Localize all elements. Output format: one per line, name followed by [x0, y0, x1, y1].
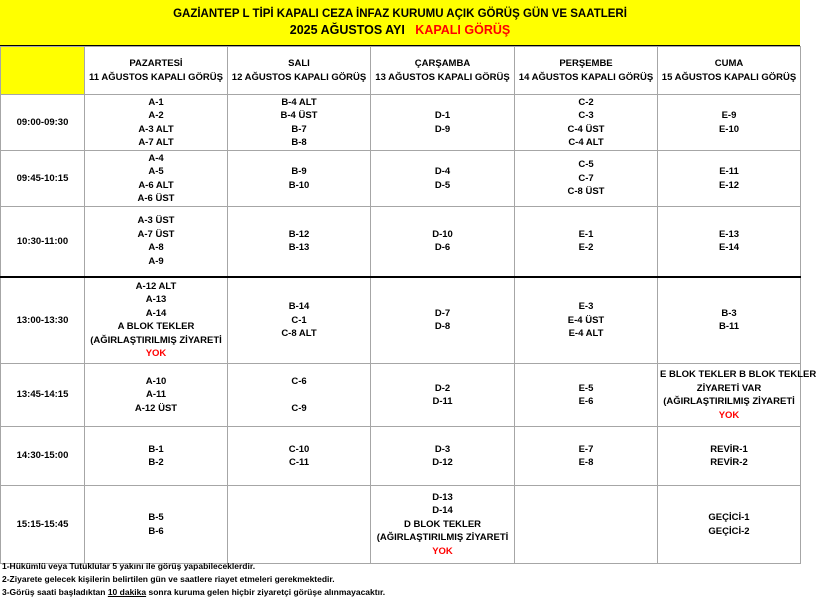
ward-entry: (AĞIRLAŞTIRILMIŞ ZİYARETİ — [376, 532, 509, 544]
schedule-cell-tuesday — [228, 151, 371, 207]
ward-entry: E-4 ÜST — [567, 314, 605, 326]
schedule-cell-tuesday — [228, 95, 371, 151]
ward-entry: C-11 — [288, 457, 310, 468]
ward-entry: E-13 — [718, 228, 740, 240]
no-visit-marker: YOK — [432, 545, 453, 557]
ward-entry: A BLOK TEKLER — [117, 321, 195, 333]
ward-entry: E-9 — [721, 110, 737, 121]
day-header-row — [1, 47, 801, 95]
schedule-cell-friday — [658, 427, 801, 486]
ward-entry: B-5 — [148, 512, 164, 523]
ward-entry: B-2 — [148, 457, 164, 468]
ward-entry — [230, 388, 368, 402]
time-slot-label: 10:30-11:00 — [1, 207, 85, 277]
footnotes — [2, 560, 385, 599]
footnote-2: 2-Ziyarete gelecek kişilerin belirtilen gün ve saatlere riayet etmeleri gerekmektedir. — [2, 574, 335, 584]
time-slot-row — [1, 95, 801, 151]
time-slot-label: 09:00-09:30 — [1, 95, 85, 151]
ward-entry: D BLOK TEKLER — [403, 518, 482, 530]
ward-entry: C-3 — [578, 110, 594, 121]
ward-entry: A-12 ALT — [135, 280, 177, 292]
ward-entry: B-11 — [718, 321, 740, 333]
ward-entry: E-5 — [578, 382, 594, 394]
ward-entry: C-5 — [578, 159, 594, 171]
schedule-cell-tuesday — [228, 207, 371, 277]
ward-entry: A-6 ÜST — [137, 193, 175, 204]
ward-entry: B-3 — [721, 307, 737, 319]
ward-entry: E-12 — [718, 179, 740, 191]
ward-entry: A-11 — [145, 389, 167, 401]
ward-entry: B-10 — [288, 179, 310, 191]
ward-entry: E-3 — [578, 301, 594, 312]
ward-entry: E-8 — [578, 457, 594, 468]
ward-entry: (AĞIRLAŞTIRILMIŞ ZİYARETİ — [663, 396, 795, 407]
ward-entry: B-14 — [288, 301, 310, 312]
ward-entry: B-12 — [288, 228, 310, 240]
ward-entry: A-2 — [148, 110, 164, 121]
ward-entry: B-4 ÜST — [280, 110, 318, 121]
footnote-3: 3-Görüş saati başladıktan 10 dakika sonra kuruma gelen hiçbir ziyaretçi görüşe alınmayacaktır. — [2, 587, 386, 597]
ward-entry: C-2 — [578, 96, 594, 108]
schedule-cell-thursday — [515, 95, 658, 151]
schedule-cell-wednesday — [371, 151, 515, 207]
schedule-cell-friday — [658, 277, 801, 364]
ward-entry: A-3 ÜST — [137, 215, 175, 227]
title-banner — [0, 0, 800, 46]
ward-entry: GEÇİCİ-1 — [708, 512, 750, 523]
ward-entry: D-6 — [434, 242, 451, 254]
ward-entry: D-13 — [432, 491, 453, 503]
ward-entry: C-1 — [291, 314, 307, 326]
ward-entry: A-3 ALT — [138, 123, 174, 135]
ward-entry: E-11 — [719, 166, 739, 177]
schedule-cell-thursday — [515, 151, 658, 207]
ward-entry: C-4 ALT — [568, 137, 604, 148]
ward-entry: D-2 — [434, 382, 451, 394]
ward-entry: A-4 — [148, 152, 164, 164]
time-slot-row — [1, 486, 801, 564]
ward-entry: C-4 ÜST — [567, 123, 605, 135]
schedule-cell-tuesday — [228, 277, 371, 364]
ward-entry: C-9 — [291, 402, 307, 414]
ward-entry: E-1 — [578, 228, 594, 240]
ward-entry: C-10 — [288, 443, 310, 455]
schedule-cell-wednesday — [371, 427, 515, 486]
ward-entry: E-7 — [578, 443, 594, 455]
ward-entry: ZİYARETİ VAR — [696, 382, 762, 394]
ward-entry: A-1 — [148, 96, 164, 108]
ward-entry: E-14 — [718, 242, 740, 254]
time-slot-row — [1, 427, 801, 486]
schedule-cell-wednesday — [371, 207, 515, 277]
schedule-cell-friday — [658, 207, 801, 277]
ward-entry: A-14 — [145, 307, 167, 319]
ward-entry: E-10 — [718, 123, 740, 135]
schedule-cell-friday — [658, 486, 801, 564]
ward-entry: B-1 — [148, 443, 164, 455]
schedule-cell-monday — [85, 364, 228, 427]
time-slot-label: 14:30-15:00 — [1, 427, 85, 486]
schedule-cell-tuesday — [228, 486, 371, 564]
ward-entry: A-6 ALT — [138, 179, 174, 191]
schedule-cell-friday — [658, 95, 801, 151]
ward-entry: D-8 — [434, 321, 451, 333]
schedule-cell-thursday — [515, 427, 658, 486]
ward-entry: D-9 — [434, 123, 451, 135]
time-slot-row — [1, 151, 801, 207]
schedule-cell-tuesday — [228, 364, 371, 427]
schedule-cell-monday — [85, 486, 228, 564]
ward-entry: A-10 — [145, 375, 167, 387]
schedule-cell-monday — [85, 151, 228, 207]
ward-entry: A-9 — [148, 255, 164, 267]
footnote-1: 1-Hükümlü veya Tutuklular 5 yakını ile görüş yapabileceklerdir. — [2, 561, 256, 571]
ward-entry: B-9 — [291, 166, 307, 177]
institution-title: GAZİANTEP L TİPİ KAPALI CEZA İNFAZ KURUMU AÇIK GÖRÜŞ GÜN VE SAATLERİ — [173, 7, 627, 20]
ward-entry: D-1 — [434, 110, 451, 121]
schedule-cell-thursday — [515, 364, 658, 427]
day-header-monday: PAZARTESİ 11 AĞUSTOS KAPALI GÖRÜŞ — [85, 47, 228, 95]
ward-entry: E-4 ALT — [568, 328, 604, 339]
ward-entry: A-7 ALT — [138, 137, 174, 148]
schedule-cell-monday — [85, 207, 228, 277]
ward-entry: B-6 — [148, 525, 164, 537]
ward-entry: D-5 — [434, 179, 451, 191]
ward-entry: (AĞIRLAŞTIRILMIŞ ZİYARETİ — [90, 334, 222, 346]
ward-entry: B-13 — [288, 242, 310, 254]
ward-entry: D-10 — [432, 228, 453, 240]
day-header-tuesday: SALI 12 AĞUSTOS KAPALI GÖRÜŞ — [228, 47, 371, 95]
time-slot-label: 09:45-10:15 — [1, 151, 85, 207]
ward-entry: A-5 — [148, 166, 164, 177]
schedule-cell-tuesday — [228, 427, 371, 486]
no-visit-marker: YOK — [145, 348, 167, 360]
schedule-cell-thursday — [515, 207, 658, 277]
ward-entry: C-6 — [291, 375, 307, 387]
ward-entry: E BLOK TEKLER B BLOK TEKLER — [660, 369, 816, 380]
month-label: 2025 AĞUSTOS AYI — [289, 22, 405, 37]
ward-entry: D-12 — [432, 457, 453, 468]
ward-entry: B-7 — [291, 123, 307, 135]
time-slot-row — [1, 277, 801, 364]
ward-entry: B-4 ALT — [281, 96, 317, 108]
ward-entry: C-8 ALT — [281, 328, 317, 339]
schedule-cell-wednesday — [371, 486, 515, 564]
ward-entry: B-8 — [291, 137, 307, 148]
ward-entry: D-4 — [434, 166, 451, 177]
day-header-wednesday: ÇARŞAMBA 13 AĞUSTOS KAPALI GÖRÜŞ — [371, 47, 515, 95]
ward-entry: GEÇİCİ-2 — [708, 525, 750, 537]
day-header-thursday: PERŞEMBE 14 AĞUSTOS KAPALI GÖRÜŞ — [515, 47, 658, 95]
time-slot-label: 15:15-15:45 — [1, 486, 85, 564]
ward-entry: D-7 — [434, 307, 451, 319]
time-slot-label: 13:45-14:15 — [1, 364, 85, 427]
ward-entry: D-11 — [432, 396, 453, 407]
schedule-cell-friday — [658, 364, 816, 427]
time-slot-row — [1, 207, 801, 277]
schedule-cell-wednesday — [371, 364, 515, 427]
month-title — [290, 22, 510, 39]
ward-entry: C-7 — [578, 172, 594, 184]
time-slot-row — [1, 364, 801, 427]
ward-entry: D-3 — [434, 443, 451, 455]
time-header-cell — [1, 47, 85, 95]
schedule-table — [0, 46, 816, 564]
schedule-cell-thursday — [515, 486, 658, 564]
time-slot-label: 13:00-13:30 — [1, 277, 85, 364]
schedule-cell-thursday — [515, 277, 658, 364]
schedule-cell-monday — [85, 95, 228, 151]
ward-entry: A-7 ÜST — [137, 228, 175, 240]
ward-entry: REVİR-1 — [710, 443, 748, 455]
schedule-cell-wednesday — [371, 95, 515, 151]
schedule-cell-wednesday — [371, 277, 515, 364]
ward-entry: A-13 — [145, 294, 167, 306]
ward-entry: REVİR-2 — [710, 457, 748, 468]
schedule-cell-monday — [85, 427, 228, 486]
visit-type-label: KAPALI GÖRÜŞ — [415, 22, 511, 37]
ward-entry: A-8 — [148, 242, 164, 254]
schedule-cell-monday — [85, 277, 228, 364]
ward-entry: E-2 — [578, 242, 594, 254]
day-header-friday: CUMA 15 AĞUSTOS KAPALI GÖRÜŞ — [658, 47, 801, 95]
ward-entry: E-6 — [578, 396, 594, 407]
ward-entry: A-12 ÜST — [134, 402, 178, 414]
no-visit-marker: YOK — [718, 409, 740, 421]
ward-entry: D-14 — [432, 505, 453, 517]
ward-entry: C-8 ÜST — [567, 186, 605, 198]
schedule-cell-friday — [658, 151, 801, 207]
